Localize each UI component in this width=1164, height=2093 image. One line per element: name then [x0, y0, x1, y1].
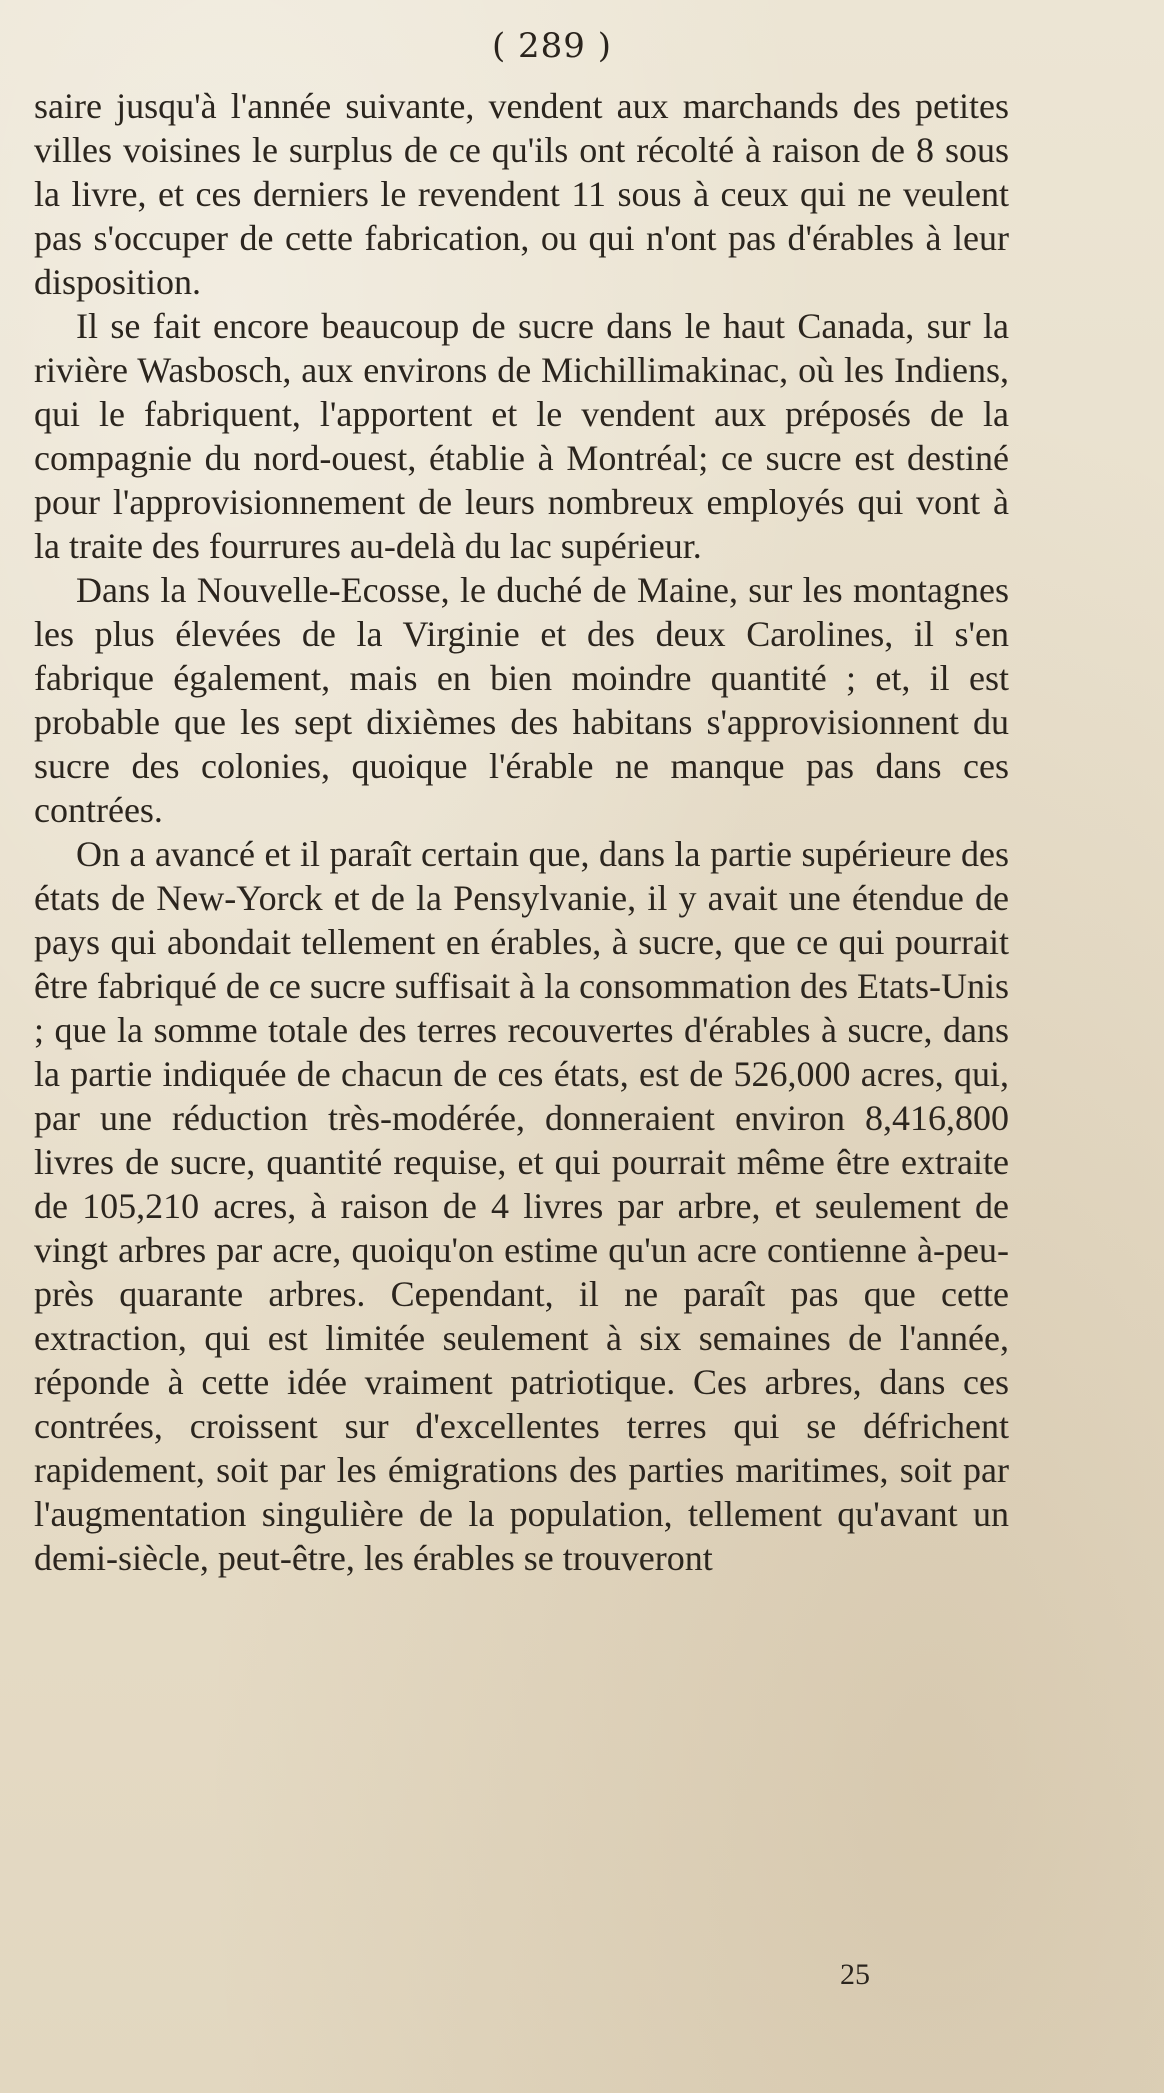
signature-mark: 25 [840, 1958, 870, 1991]
page-number: ( 289 ) [491, 26, 613, 66]
paragraph-canada: Il se fait encore beaucoup de sucre dans le haut Canada, sur la rivière Wasbosch, aux environs de Michillimakinac, où les Indiens, qui le fabriquent, l'apportent et le vendent aux préposés de la compagnie du nord-ouest, établie à Montréal; ce sucre est destiné pour l'approvisionnement de leurs nombreux employés qui vont à la traite des fourrures au-delà du lac supérieur. [34, 306, 1009, 566]
page-body [34, 84, 1009, 1580]
paragraph-new-york: On a avancé et il paraît certain que, dans la partie supérieure des états de New-Yorck et de la Pensylvanie, il y avait une étendue de pays qui abondait tellement en érables, à sucre, que ce qui pourrait être fabriqué de ce sucre suffisait à la consommation des Etats-Unis ; que la somme totale des terres recouvertes d'érables à sucre, dans la partie indiquée de chacun de ces états, est de 526,000 acres, qui, par une réduction très-modérée, donneraient environ 8,416,800 livres de sucre, quantité requise, et qui pourrait même être extraite de 105,210 acres, à raison de 4 livres par arbre, et seulement de vingt arbres par acre, quoiqu'on estime qu'un acre contienne à-peu-près quarante arbres. Cependant, il ne paraît pas que cette extraction, qui est limitée seulement à six semaines de l'année, réponde à cette idée vraiment patriotique. Ces arbres, dans ces contrées, croissent sur d'excellentes terres qui se défrichent rapidement, soit par les émigrations des parties maritimes, soit par l'augmentation singulière de la population, tellement qu'avant un demi-siècle, peut-être, les érables se trouveront [34, 834, 1010, 1578]
paragraph-nouvelle-ecosse: Dans la Nouvelle-Ecosse, le duché de Maine, sur les montagnes les plus élevées de la Virginie et des deux Carolines, il s'en fabrique également, mais en bien moindre quantité ; et, il est probable que les sept dixièmes des habitans s'approvisionnent du sucre des colonies, quoique l'érable ne manque pas dans ces contrées. [34, 570, 1009, 830]
paragraph-continuation: saire jusqu'à l'année suivante, vendent aux marchands des petites villes voisines le surplus de ce qu'ils ont récolté à raison de 8 sous la livre, et ces derniers le revendent 11 sous à ceux qui ne veulent pas s'occuper de cette fabrication, ou qui n'ont pas d'érables à leur disposition. [34, 86, 1009, 302]
